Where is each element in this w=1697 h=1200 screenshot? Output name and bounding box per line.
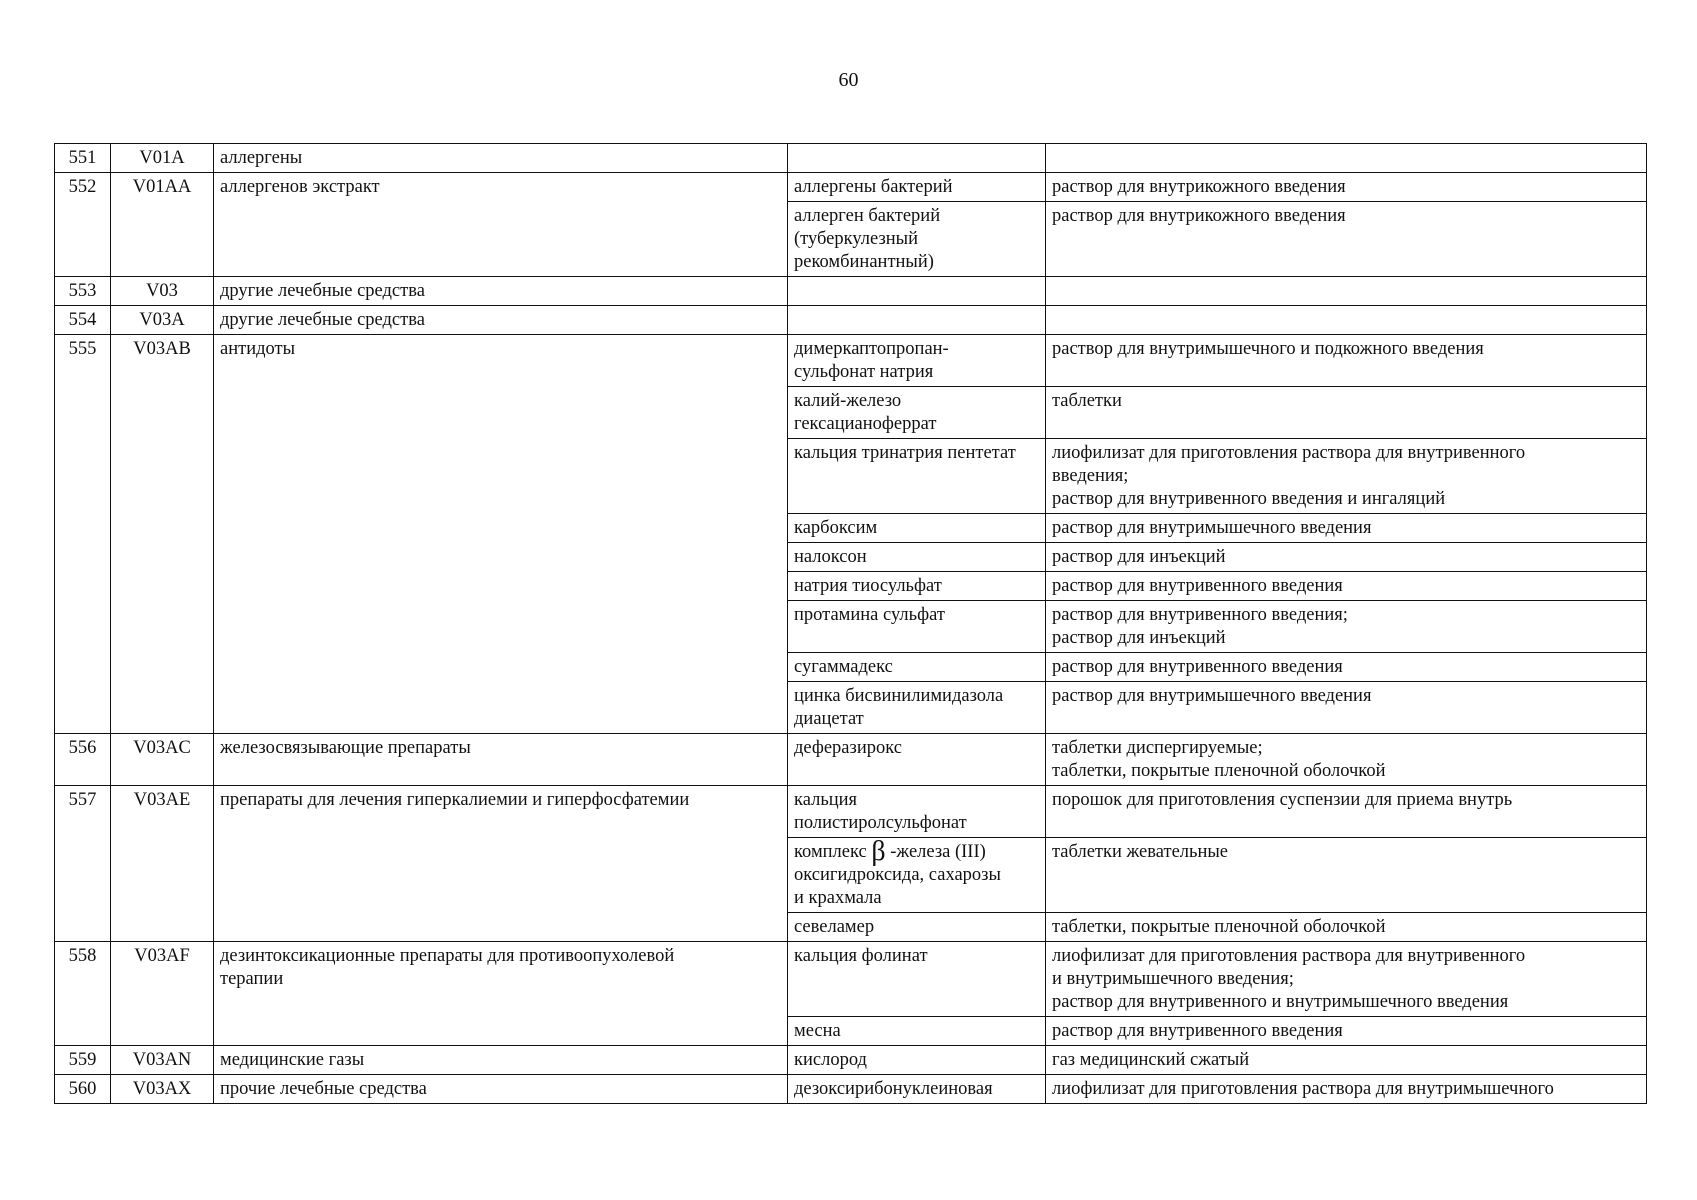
dosage-form: раствор для внутривенного введения <box>1046 653 1647 682</box>
drug-name: димеркаптопропан- сульфонат натрия <box>788 335 1046 387</box>
dosage-form: таблетки, покрытые пленочной оболочкой <box>1046 913 1647 942</box>
table-row <box>55 173 1647 202</box>
drug-name <box>788 306 1046 335</box>
atc-code: V03AN <box>111 1046 214 1075</box>
dosage-form: лиофилизат для приготовления раствора для внутривенного введения; раствор для внутривенного введения и ингаляций <box>1046 439 1647 514</box>
dosage-form: раствор для внутримышечного введения <box>1046 682 1647 734</box>
row-number: 554 <box>55 306 111 335</box>
dosage-form: раствор для внутрикожного введения <box>1046 173 1647 202</box>
row-number: 553 <box>55 277 111 306</box>
drug-name <box>788 144 1046 173</box>
dosage-form: лиофилизат для приготовления раствора для внутримышечного <box>1046 1075 1647 1104</box>
drug-name: карбоксим <box>788 514 1046 543</box>
row-number: 555 <box>55 335 111 734</box>
atc-group: железосвязывающие препараты <box>214 734 788 786</box>
dosage-form: раствор для внутрикожного введения <box>1046 202 1647 277</box>
drug-name: месна <box>788 1017 1046 1046</box>
drug-name: натрия тиосульфат <box>788 572 1046 601</box>
dosage-form: раствор для внутривенного введения <box>1046 1017 1647 1046</box>
drug-name: цинка бисвинилимидазола диацетат <box>788 682 1046 734</box>
table-row <box>55 144 1647 173</box>
table-body <box>55 144 1647 1104</box>
drug-name <box>788 838 1046 913</box>
atc-group: другие лечебные средства <box>214 306 788 335</box>
table-row <box>55 335 1647 387</box>
drug-name: аллерген бактерий (туберкулезный рекомбинантный) <box>788 202 1046 277</box>
drug-name: кальция полистиролсульфонат <box>788 786 1046 838</box>
drug-name: дезоксирибонуклеиновая <box>788 1075 1046 1104</box>
atc-code: V03AE <box>111 786 214 942</box>
drug-name: аллергены бактерий <box>788 173 1046 202</box>
dosage-form: таблетки жевательные <box>1046 838 1647 913</box>
dosage-form: раствор для внутривенного введения; раствор для инъекций <box>1046 601 1647 653</box>
dosage-form: таблетки диспергируемые; таблетки, покрытые пленочной оболочкой <box>1046 734 1647 786</box>
drug-name: кальция тринатрия пентетат <box>788 439 1046 514</box>
beta-symbol: β <box>871 836 886 867</box>
drug-name-suffix: -железа (III) оксигидроксида, сахарозы и крахмала <box>794 842 1001 908</box>
drug-name: сугаммадекс <box>788 653 1046 682</box>
drug-name-prefix: комплекс <box>794 842 872 862</box>
atc-code: V03AB <box>111 335 214 734</box>
drug-name: калий-железо гексацианоферрат <box>788 387 1046 439</box>
row-number: 558 <box>55 942 111 1046</box>
atc-group: дезинтоксикационные препараты для противоопухолевой терапии <box>214 942 788 1046</box>
atc-group: другие лечебные средства <box>214 277 788 306</box>
atc-code: V01AA <box>111 173 214 277</box>
drug-name: протамина сульфат <box>788 601 1046 653</box>
dosage-form: лиофилизат для приготовления раствора для внутривенного и внутримышечного введения; раствор для внутривенного и внутримышечного введения <box>1046 942 1647 1017</box>
atc-group: препараты для лечения гиперкалиемии и гиперфосфатемии <box>214 786 788 942</box>
table-row <box>55 734 1647 786</box>
atc-code: V03AF <box>111 942 214 1046</box>
atc-code: V03 <box>111 277 214 306</box>
drug-table <box>54 143 1647 1104</box>
row-number: 559 <box>55 1046 111 1075</box>
atc-group: медицинские газы <box>214 1046 788 1075</box>
row-number: 556 <box>55 734 111 786</box>
dosage-form: раствор для инъекций <box>1046 543 1647 572</box>
drug-name: севеламер <box>788 913 1046 942</box>
atc-group: аллергены <box>214 144 788 173</box>
table-row <box>55 306 1647 335</box>
drug-name: налоксон <box>788 543 1046 572</box>
row-number: 560 <box>55 1075 111 1104</box>
dosage-form <box>1046 277 1647 306</box>
atc-group: антидоты <box>214 335 788 734</box>
dosage-form: раствор для внутримышечного и подкожного введения <box>1046 335 1647 387</box>
table-row <box>55 786 1647 838</box>
dosage-form <box>1046 144 1647 173</box>
dosage-form <box>1046 306 1647 335</box>
drug-name: кислород <box>788 1046 1046 1075</box>
drug-name: деферазирокс <box>788 734 1046 786</box>
drug-name: кальция фолинат <box>788 942 1046 1017</box>
dosage-form: газ медицинский сжатый <box>1046 1046 1647 1075</box>
dosage-form: порошок для приготовления суспензии для приема внутрь <box>1046 786 1647 838</box>
drug-name <box>788 277 1046 306</box>
page-number: 60 <box>838 69 859 91</box>
atc-code: V03AX <box>111 1075 214 1104</box>
table-row <box>55 1046 1647 1075</box>
atc-code: V01A <box>111 144 214 173</box>
dosage-form: таблетки <box>1046 387 1647 439</box>
atc-group: аллергенов экстракт <box>214 173 788 277</box>
row-number: 557 <box>55 786 111 942</box>
dosage-form: раствор для внутривенного введения <box>1046 572 1647 601</box>
table-row <box>55 277 1647 306</box>
row-number: 551 <box>55 144 111 173</box>
atc-code: V03A <box>111 306 214 335</box>
atc-code: V03AC <box>111 734 214 786</box>
table-row <box>55 942 1647 1017</box>
atc-group: прочие лечебные средства <box>214 1075 788 1104</box>
dosage-form: раствор для внутримышечного введения <box>1046 514 1647 543</box>
row-number: 552 <box>55 173 111 277</box>
table-row <box>55 1075 1647 1104</box>
